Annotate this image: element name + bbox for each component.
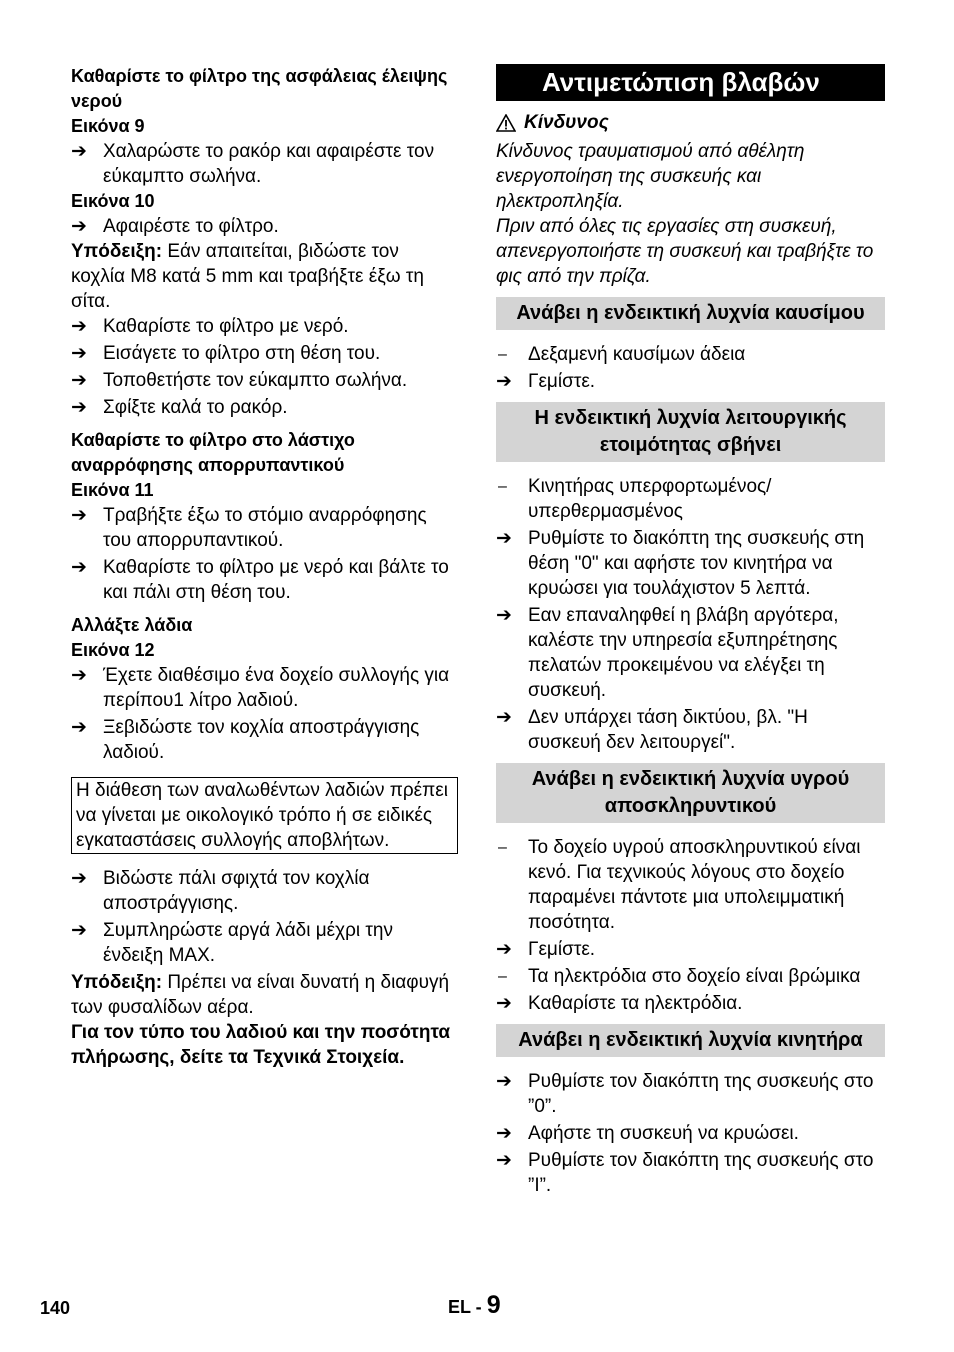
remedy-item: ➔ Ρυθμίστε το διακόπτη της συσκευής στη θέση "0" και αφήστε τον κινητήρα να κρυώσει για τουλάχιστον 5 λεπτά.: [496, 528, 865, 599]
fault-heading-fuel-lamp: Ανάβει η ενδεικτική λυχνία καυσίμου: [496, 297, 885, 330]
remedy-item: ➔ Δεν υπάρχει τάση δικτύου, βλ. "Η συσκευή δεν λειτουργεί".: [496, 707, 808, 753]
language-page-label: EL - 9: [448, 1291, 501, 1319]
remedy-item: ➔ Καθαρίστε τα ηλεκτρόδια.: [496, 993, 743, 1014]
page-title: Αντιμετώπιση βλαβών: [496, 64, 885, 101]
step-item: ➔ Τοποθετήστε τον εύκαμπτο σωλήνα.: [71, 370, 408, 391]
arrow-right-icon: ➔: [496, 939, 512, 960]
arrow-right-icon: ➔: [496, 993, 512, 1014]
arrow-right-icon: ➔: [71, 216, 87, 237]
step-item: ➔ Συμπληρώστε αργά λάδι μέχρι την ένδειξη MAX.: [71, 920, 393, 966]
arrow-right-icon: ➔: [71, 868, 87, 889]
arrow-right-icon: ➔: [71, 343, 87, 364]
note-paragraph: Υπόδειξη: Πρέπει να είναι δυνατή η διαφυγή των φυσαλίδων αέρα.: [71, 972, 450, 1018]
step-item: ➔ Βιδώστε πάλι σφιχτά τον κοχλία αποστράγγισης.: [71, 868, 370, 914]
cause-item: – Το δοχείο υγρού αποσκληρυντικού είναι κενό. Για τεχνικούς λόγους στο δοχείο παραμένει πάντοτε μια υπολειμματική ποσότητα.: [498, 837, 861, 933]
dash-bullet: –: [498, 839, 507, 856]
dash-bullet: –: [498, 346, 507, 363]
dash-bullet: –: [498, 968, 507, 985]
danger-text: Πριν από όλες τις εργασίες στη συσκευή, απενεργοποιήστε τη συσκευή και τραβήξτε το φις από την πρίζα.: [496, 216, 874, 287]
remedy-item: ➔ Γεμίστε.: [496, 939, 596, 960]
step-item: ➔ Αφαιρέστε το φίλτρο.: [71, 216, 279, 237]
arrow-right-icon: ➔: [71, 557, 87, 578]
section-heading-oil-change: Αλλάξτε λάδια: [71, 615, 193, 635]
figure-ref-12: Εικόνα 12: [71, 640, 155, 660]
page-number: 140: [40, 1298, 71, 1318]
danger-heading: Κίνδυνος: [496, 110, 885, 135]
step-item: ➔ Καθαρίστε το φίλτρο με νερό και βάλτε το και πάλι στη θέση του.: [71, 557, 449, 603]
step-item: ➔ Εισάγετε το φίλτρο στη θέση του.: [71, 343, 381, 364]
section-heading-water-filter: Καθαρίστε το φίλτρο της ασφάλειας έλειψης νερού: [71, 66, 448, 111]
step-item: ➔ Τραβήξτε έξω το στόμιο αναρρόφησης του απορρυπαντικού.: [71, 505, 427, 551]
danger-text: Κίνδυνος τραυματισμού από αθέλητη ενεργοποίηση της συσκευής και ηλεκτροπληξία.: [496, 141, 805, 212]
arrow-right-icon: ➔: [71, 920, 87, 941]
fault-heading-softener-lamp: Ανάβει η ενδεικτική λυχνία υγρού αποσκληρυντικού: [496, 763, 885, 823]
section-heading-detergent-filter: Καθαρίστε το φίλτρο στο λάστιχο αναρρόφησης απορρυπαντικού: [71, 430, 355, 475]
environment-notice-box: Η διάθεση των αναλωθέντων λαδιών πρέπει να γίνεται με οικολογικό τρόπο ή σε ειδικές εγκαταστάσεις συλλογής αποβλήτων.: [71, 777, 458, 854]
arrow-right-icon: ➔: [71, 505, 87, 526]
arrow-right-icon: ➔: [71, 316, 87, 337]
step-item: ➔ Καθαρίστε το φίλτρο με νερό.: [71, 316, 349, 337]
arrow-right-icon: ➔: [71, 141, 87, 162]
figure-ref-10: Εικόνα 10: [71, 191, 155, 211]
step-item: ➔ Έχετε διαθέσιμο ένα δοχείο συλλογής για περίπου1 λίτρο λαδιού.: [71, 665, 450, 711]
arrow-right-icon: ➔: [71, 397, 87, 418]
figure-ref-11: Εικόνα 11: [71, 480, 154, 500]
arrow-right-icon: ➔: [71, 665, 87, 686]
fault-heading-ready-lamp: Η ενδεικτική λυχνία λειτουργικής ετοιμότητας σβήνει: [496, 402, 885, 462]
arrow-right-icon: ➔: [496, 605, 512, 626]
arrow-right-icon: ➔: [496, 1123, 512, 1144]
left-column: [71, 64, 458, 1070]
figure-ref-9: Εικόνα 9: [71, 116, 145, 136]
dash-bullet: –: [498, 478, 507, 495]
arrow-right-icon: ➔: [496, 707, 512, 728]
remedy-item: ➔ Ρυθμίστε τον διακόπτη της συσκευής στο ”I”.: [496, 1150, 874, 1196]
arrow-right-icon: ➔: [496, 371, 512, 392]
arrow-right-icon: ➔: [496, 1071, 512, 1092]
warning-triangle-icon: [496, 114, 516, 132]
arrow-right-icon: ➔: [71, 717, 87, 738]
technical-data-reference: Για τον τύπο του λαδιού και την ποσότητα πλήρωσης, δείτε τα Τεχνικά Στοιχεία.: [71, 1022, 451, 1068]
remedy-item: ➔ Γεμίστε.: [496, 371, 596, 392]
step-item: ➔ Σφίξτε καλά το ρακόρ.: [71, 397, 288, 418]
arrow-right-icon: ➔: [496, 528, 512, 549]
cause-item: – Τα ηλεκτρόδια στο δοχείο είναι βρώμικα: [498, 966, 861, 987]
remedy-item: ➔ Αφήστε τη συσκευή να κρυώσει.: [496, 1123, 799, 1144]
remedy-item: ➔ Εαν επαναληφθεί η βλάβη αργότερα, καλέστε την υπηρεσία εξυπηρέτησης πελατών προκειμένου να ελέγξει τη συσκευή.: [496, 605, 839, 701]
arrow-right-icon: ➔: [71, 370, 87, 391]
arrow-right-icon: ➔: [496, 1150, 512, 1171]
step-item: ➔ Χαλαρώστε το ρακόρ και αφαιρέστε τον εύκαμπτο σωλήνα.: [71, 141, 435, 187]
cause-item: – Κινητήρας υπερφορτωμένος/ υπερθερμασμένος: [498, 476, 772, 522]
note-paragraph: Υπόδειξη: Εάν απαιτείται, βιδώστε τον κοχλία M8 κατά 5 mm και τραβήξτε έξω τη σίτα.: [71, 241, 424, 312]
fault-heading-motor-lamp: Ανάβει η ενδεικτική λυχνία κινητήρα: [496, 1024, 885, 1057]
right-column: [496, 64, 885, 1198]
step-item: ➔ Ξεβιδώστε τον κοχλία αποστράγγισης λαδιού.: [71, 717, 420, 763]
remedy-item: ➔ Ρυθμίστε τον διακόπτη της συσκευής στο ”0”.: [496, 1071, 874, 1117]
cause-item: – Δεξαμενή καυσίμων άδεια: [498, 344, 746, 365]
